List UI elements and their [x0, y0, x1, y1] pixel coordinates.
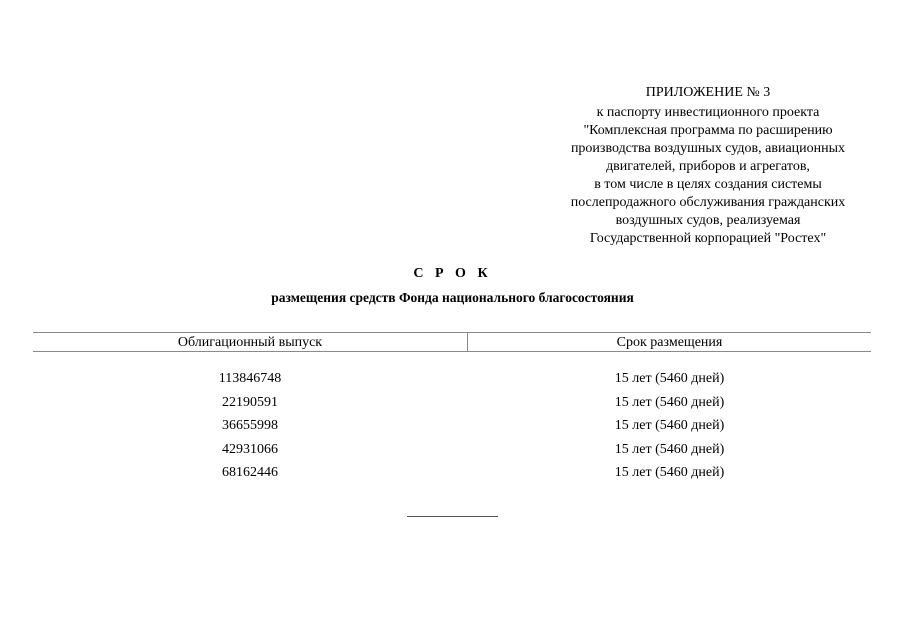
annex-line: в том числе в целях создания системы [594, 177, 822, 192]
table-row [33, 464, 871, 488]
placement-term-cell: 15 лет (5460 дней) [614, 418, 725, 433]
annex-line: производства воздушных судов, авиационных [570, 141, 846, 156]
annex-title: ПРИЛОЖЕНИЕ № 3 [645, 85, 771, 100]
table-row [33, 417, 871, 441]
annex-line: послепродажного обслуживания гражданских [570, 195, 846, 210]
bond-issue-cell: 22190591 [222, 394, 278, 410]
annex-line: двигателей, приборов и агрегатов, [606, 159, 810, 174]
annex-block [538, 84, 878, 248]
placement-term-cell: 15 лет (5460 дней) [614, 394, 725, 410]
bond-issue-cell: 42931066 [222, 441, 278, 457]
bond-issue-cell: 36655998 [222, 418, 278, 433]
table-row [33, 394, 871, 418]
bond-issue-cell: 113846748 [218, 371, 282, 386]
annex-line: воздушных судов, реализуемая [615, 213, 801, 228]
annex-line: "Комплексная программа по расширению [583, 123, 833, 138]
annex-line: Государственной корпорацией "Ростех" [589, 231, 827, 246]
table-row [33, 441, 871, 465]
placement-term-cell: 15 лет (5460 дней) [614, 371, 725, 386]
placement-term-cell: 15 лет (5460 дней) [614, 465, 725, 480]
bond-issue-cell: 68162446 [222, 465, 278, 480]
column-header-placement-term: Срок размещения [616, 335, 723, 350]
table-row [33, 370, 871, 394]
document-title: С Р О К [413, 266, 492, 281]
annex-line: к паспорту инвестиционного проекта [596, 105, 820, 120]
placement-term-cell: 15 лет (5460 дней) [614, 441, 725, 457]
table-body [33, 370, 871, 488]
document-subtitle: размещения средств Фонда национального благосостояния [271, 290, 634, 305]
table-header [33, 332, 871, 352]
column-header-bond-issue: Облигационный выпуск [177, 335, 323, 350]
end-of-document-rule [407, 516, 498, 517]
